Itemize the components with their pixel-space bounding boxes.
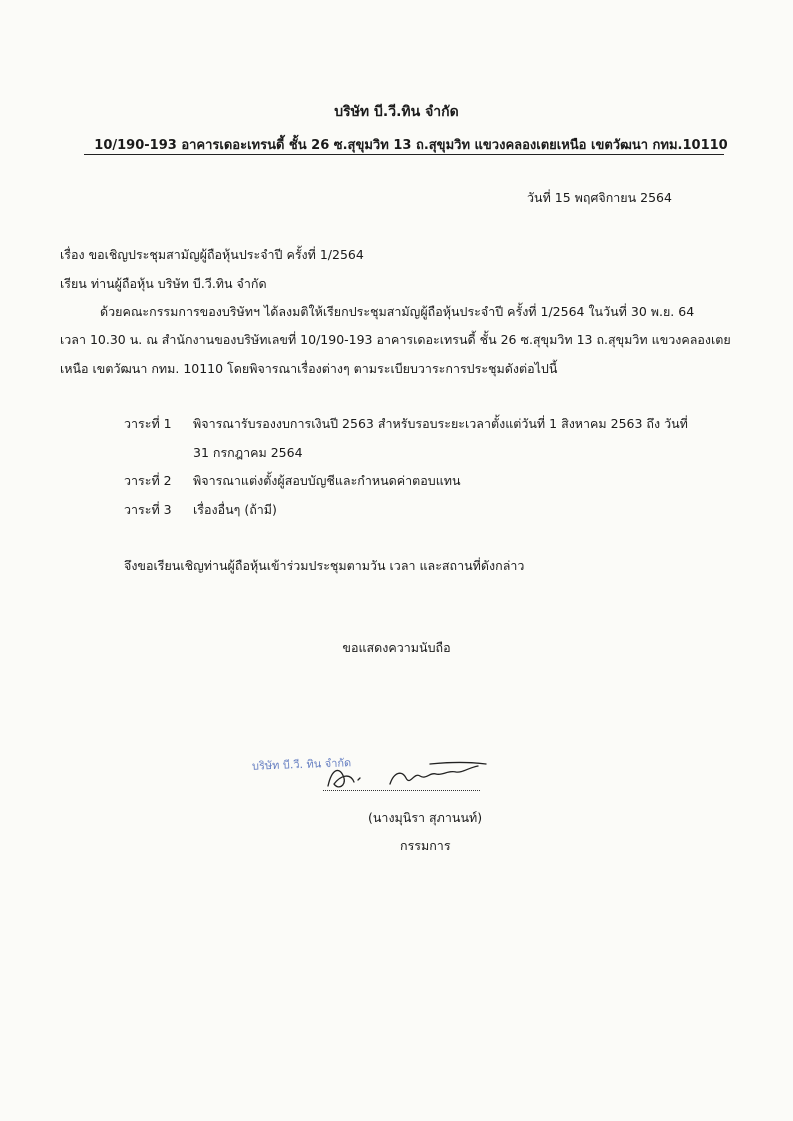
- letter-subject: เรื่อง ขอเชิญประชุมสามัญผู้ถือหุ้นประจำปี ครั้งที่ 1/2564: [60, 247, 364, 262]
- letter-date: วันที่ 15 พฤศจิกายน 2564: [527, 190, 672, 205]
- company-address: 10/190-193 อาคารเดอะเทรนดี้ ชั้น 26 ซ.สุขุมวิท 13 ถ.สุขุมวิท แขวงคลองเตยเหนือ เขตวัฒนา กทม.10110: [94, 138, 728, 153]
- agenda-text-2: พิจารณาแต่งตั้งผู้สอบบัญชีและกำหนดค่าตอบแทน: [193, 473, 461, 488]
- agenda-label-2: วาระที่ 2: [124, 473, 172, 488]
- agenda-label-1: วาระที่ 1: [124, 416, 172, 431]
- handwritten-signature: [310, 758, 510, 798]
- signer-position: กรรมการ: [400, 838, 451, 853]
- body-line-2: เวลา 10.30 น. ณ สำนักงานของบริษัทเลขที่ 10/190-193 อาคารเดอะเทรนดี้ ชั้น 26 ซ.สุขุมวิท 13 ถ.สุขุมวิท แขวงคลองเตย: [60, 332, 731, 347]
- body-line-1: ด้วยคณะกรรมการของบริษัทฯ ได้ลงมติให้เรียกประชุมสามัญผู้ถือหุ้นประจำปี ครั้งที่ 1/2564 ในวันที่ 30 พ.ย. 64: [100, 304, 695, 319]
- agenda-text-3: เรื่องอื่นๆ (ถ้ามี): [193, 502, 277, 517]
- body-line-3: เหนือ เขตวัฒนา กทม. 10110 โดยพิจารณาเรื่องต่างๆ ตามระเบียบวาระการประชุมดังต่อไปนี้: [60, 361, 558, 376]
- agenda-label-3: วาระที่ 3: [124, 502, 172, 517]
- signer-name: (นางมุนิรา สุภานนท์): [368, 810, 483, 825]
- header-rule: [84, 154, 724, 155]
- signature-line: [323, 790, 480, 791]
- agenda-text-1-cont: 31 กรกฎาคม 2564: [193, 445, 303, 460]
- regards-line: ขอแสดงความนับถือ: [342, 640, 451, 655]
- agenda-text-1: พิจารณารับรองงบการเงินปี 2563 สำหรับรอบระยะเวลาตั้งแต่วันที่ 1 สิงหาคม 2563 ถึง วันที่: [193, 416, 688, 431]
- stamp-text: บริษัท บี.วี. ทิน จำกัด: [251, 756, 352, 773]
- company-name: บริษัท บี.วี.ทิน จำกัด: [334, 104, 459, 120]
- closing-sentence: จึงขอเรียนเชิญท่านผู้ถือหุ้นเข้าร่วมประชุมตามวัน เวลา และสถานที่ดังกล่าว: [124, 558, 525, 573]
- letter-salutation: เรียน ท่านผู้ถือหุ้น บริษัท บี.วี.ทิน จำกัด: [60, 276, 267, 291]
